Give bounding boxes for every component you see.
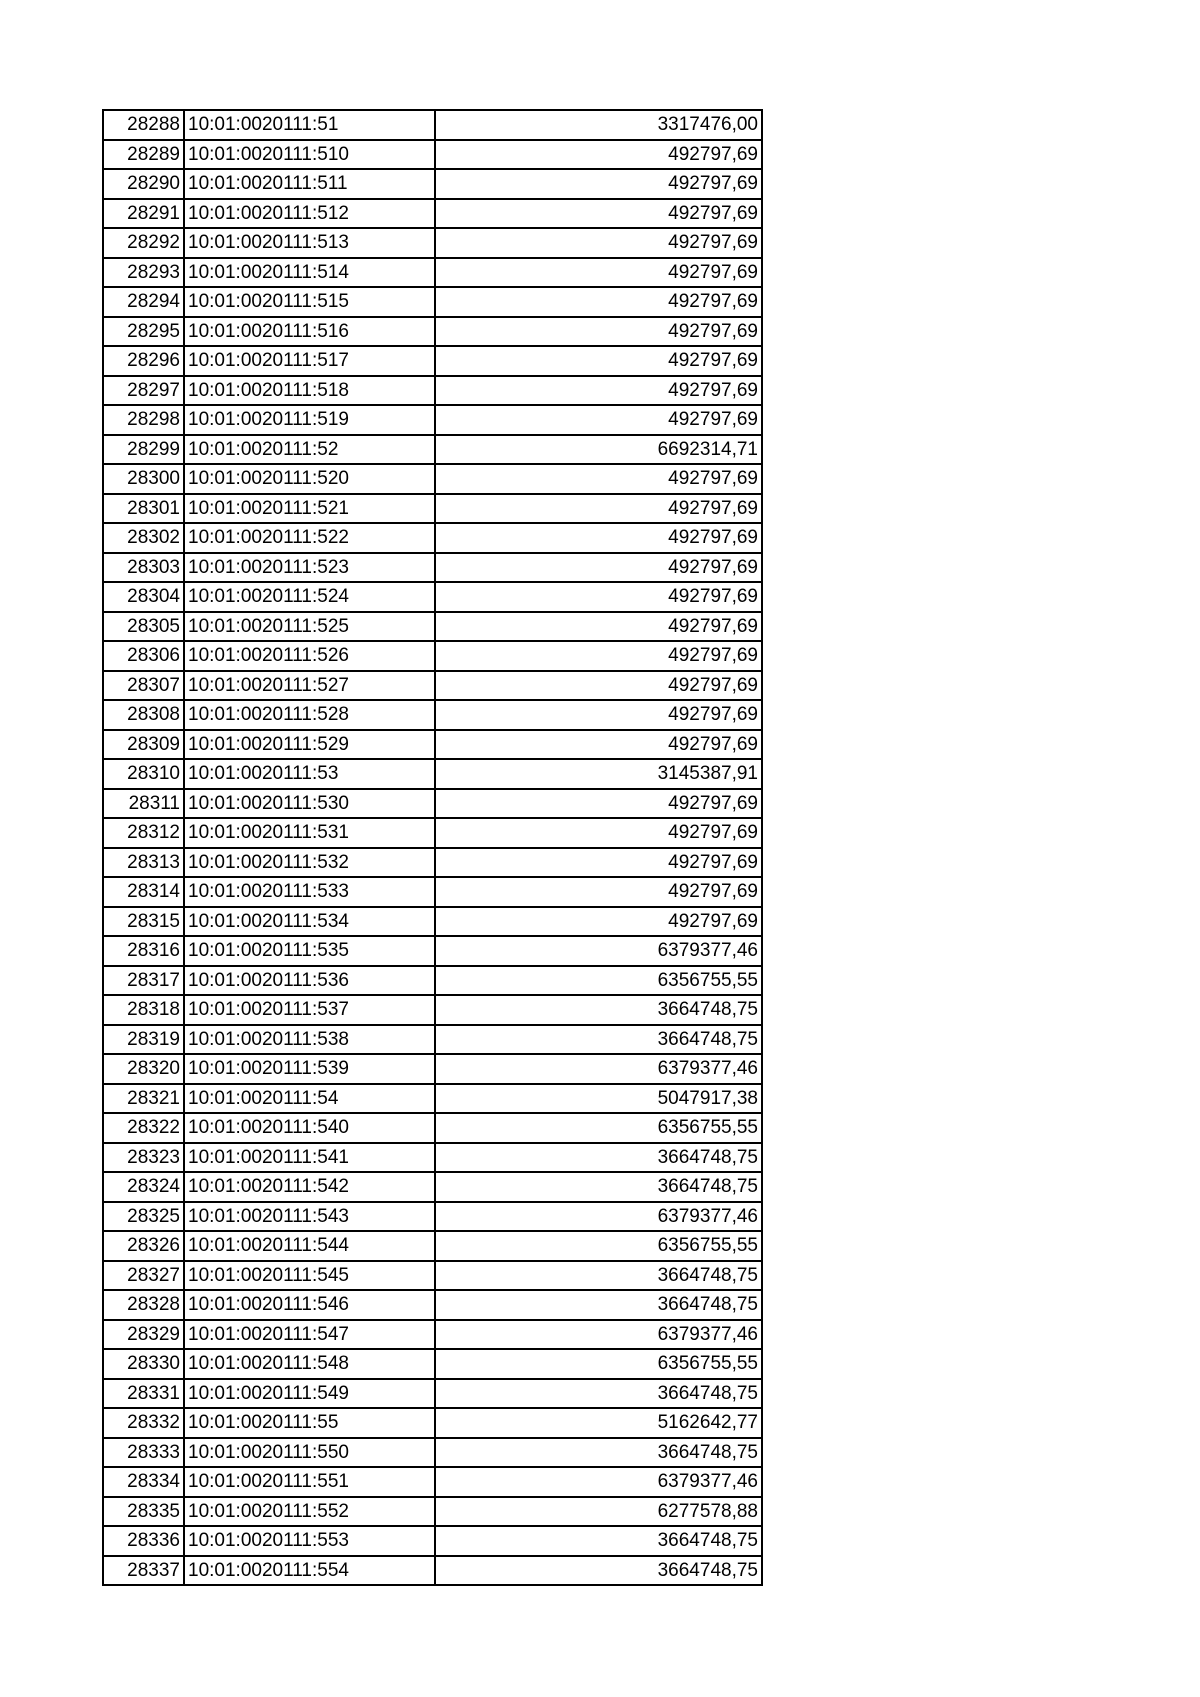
row-number-cell: 28336 xyxy=(103,1526,184,1556)
value-cell: 492797,69 xyxy=(435,553,762,583)
table-row xyxy=(103,700,762,730)
row-number-cell: 28310 xyxy=(103,759,184,789)
value-cell: 3664748,75 xyxy=(435,1438,762,1468)
value-cell: 492797,69 xyxy=(435,848,762,878)
value-cell: 492797,69 xyxy=(435,641,762,671)
value-cell: 6356755,55 xyxy=(435,966,762,996)
table-row xyxy=(103,641,762,671)
row-number-cell: 28308 xyxy=(103,700,184,730)
table-row xyxy=(103,1084,762,1114)
table-row xyxy=(103,1438,762,1468)
value-cell: 6356755,55 xyxy=(435,1231,762,1261)
row-number-cell: 28295 xyxy=(103,317,184,347)
row-number-cell: 28289 xyxy=(103,140,184,170)
table-row xyxy=(103,995,762,1025)
table-body xyxy=(103,110,762,1585)
table-row xyxy=(103,1408,762,1438)
cadastral-number-cell: 10:01:0020111:548 xyxy=(184,1349,435,1379)
table-row xyxy=(103,1556,762,1586)
value-cell: 492797,69 xyxy=(435,405,762,435)
value-cell: 492797,69 xyxy=(435,464,762,494)
row-number-cell: 28321 xyxy=(103,1084,184,1114)
cadastral-number-cell: 10:01:0020111:527 xyxy=(184,671,435,701)
cadastral-number-cell: 10:01:0020111:546 xyxy=(184,1290,435,1320)
cadastral-number-cell: 10:01:0020111:549 xyxy=(184,1379,435,1409)
row-number-cell: 28329 xyxy=(103,1320,184,1350)
table-row xyxy=(103,169,762,199)
row-number-cell: 28317 xyxy=(103,966,184,996)
table-row xyxy=(103,258,762,288)
table-row xyxy=(103,199,762,229)
value-cell: 492797,69 xyxy=(435,258,762,288)
value-cell: 492797,69 xyxy=(435,376,762,406)
cadastral-number-cell: 10:01:0020111:534 xyxy=(184,907,435,937)
value-cell: 492797,69 xyxy=(435,730,762,760)
table-row xyxy=(103,1202,762,1232)
table-row xyxy=(103,1290,762,1320)
cadastral-number-cell: 10:01:0020111:519 xyxy=(184,405,435,435)
cadastral-number-cell: 10:01:0020111:55 xyxy=(184,1408,435,1438)
table-row xyxy=(103,877,762,907)
table-row xyxy=(103,582,762,612)
value-cell: 6379377,46 xyxy=(435,1320,762,1350)
value-cell: 5047917,38 xyxy=(435,1084,762,1114)
cadastral-number-cell: 10:01:0020111:550 xyxy=(184,1438,435,1468)
table-row xyxy=(103,228,762,258)
cadastral-number-cell: 10:01:0020111:529 xyxy=(184,730,435,760)
value-cell: 492797,69 xyxy=(435,169,762,199)
table-row xyxy=(103,523,762,553)
table-row xyxy=(103,405,762,435)
table-row xyxy=(103,966,762,996)
cadastral-number-cell: 10:01:0020111:522 xyxy=(184,523,435,553)
cadastral-number-cell: 10:01:0020111:525 xyxy=(184,612,435,642)
value-cell: 492797,69 xyxy=(435,907,762,937)
row-number-cell: 28290 xyxy=(103,169,184,199)
table-row xyxy=(103,1025,762,1055)
cadastral-number-cell: 10:01:0020111:513 xyxy=(184,228,435,258)
row-number-cell: 28302 xyxy=(103,523,184,553)
cadastral-number-cell: 10:01:0020111:535 xyxy=(184,936,435,966)
row-number-cell: 28324 xyxy=(103,1172,184,1202)
value-cell: 3664748,75 xyxy=(435,995,762,1025)
cadastral-number-cell: 10:01:0020111:518 xyxy=(184,376,435,406)
row-number-cell: 28331 xyxy=(103,1379,184,1409)
value-cell: 492797,69 xyxy=(435,494,762,524)
table-row xyxy=(103,1497,762,1527)
cadastral-number-cell: 10:01:0020111:524 xyxy=(184,582,435,612)
row-number-cell: 28315 xyxy=(103,907,184,937)
table-row xyxy=(103,671,762,701)
table-row xyxy=(103,789,762,819)
cadastral-number-cell: 10:01:0020111:553 xyxy=(184,1526,435,1556)
row-number-cell: 28319 xyxy=(103,1025,184,1055)
value-cell: 3145387,91 xyxy=(435,759,762,789)
row-number-cell: 28300 xyxy=(103,464,184,494)
row-number-cell: 28335 xyxy=(103,1497,184,1527)
table-row xyxy=(103,1054,762,1084)
table-row xyxy=(103,818,762,848)
table-row xyxy=(103,848,762,878)
value-cell: 492797,69 xyxy=(435,317,762,347)
value-cell: 3664748,75 xyxy=(435,1556,762,1586)
cadastral-number-cell: 10:01:0020111:539 xyxy=(184,1054,435,1084)
row-number-cell: 28332 xyxy=(103,1408,184,1438)
value-cell: 492797,69 xyxy=(435,346,762,376)
table-row xyxy=(103,1349,762,1379)
value-cell: 6356755,55 xyxy=(435,1349,762,1379)
row-number-cell: 28305 xyxy=(103,612,184,642)
table-row xyxy=(103,730,762,760)
cadastral-number-cell: 10:01:0020111:530 xyxy=(184,789,435,819)
row-number-cell: 28303 xyxy=(103,553,184,583)
value-cell: 492797,69 xyxy=(435,612,762,642)
cadastral-number-cell: 10:01:0020111:543 xyxy=(184,1202,435,1232)
row-number-cell: 28306 xyxy=(103,641,184,671)
value-cell: 492797,69 xyxy=(435,140,762,170)
value-cell: 6356755,55 xyxy=(435,1113,762,1143)
cadastral-number-cell: 10:01:0020111:517 xyxy=(184,346,435,376)
table-row xyxy=(103,494,762,524)
cadastral-number-cell: 10:01:0020111:520 xyxy=(184,464,435,494)
row-number-cell: 28313 xyxy=(103,848,184,878)
value-cell: 3664748,75 xyxy=(435,1526,762,1556)
cadastral-number-cell: 10:01:0020111:536 xyxy=(184,966,435,996)
row-number-cell: 28288 xyxy=(103,110,184,140)
row-number-cell: 28311 xyxy=(103,789,184,819)
row-number-cell: 28291 xyxy=(103,199,184,229)
table-row xyxy=(103,1467,762,1497)
cadastral-number-cell: 10:01:0020111:528 xyxy=(184,700,435,730)
value-cell: 6692314,71 xyxy=(435,435,762,465)
value-cell: 492797,69 xyxy=(435,818,762,848)
row-number-cell: 28334 xyxy=(103,1467,184,1497)
row-number-cell: 28312 xyxy=(103,818,184,848)
row-number-cell: 28307 xyxy=(103,671,184,701)
table-row xyxy=(103,1172,762,1202)
table-row xyxy=(103,553,762,583)
cadastral-number-cell: 10:01:0020111:545 xyxy=(184,1261,435,1291)
value-cell: 5162642,77 xyxy=(435,1408,762,1438)
value-cell: 492797,69 xyxy=(435,582,762,612)
document-sheet xyxy=(102,109,763,1586)
row-number-cell: 28333 xyxy=(103,1438,184,1468)
cadastral-number-cell: 10:01:0020111:511 xyxy=(184,169,435,199)
value-cell: 6277578,88 xyxy=(435,1497,762,1527)
value-cell: 6379377,46 xyxy=(435,1202,762,1232)
table-row xyxy=(103,140,762,170)
row-number-cell: 28325 xyxy=(103,1202,184,1232)
table-row xyxy=(103,759,762,789)
row-number-cell: 28297 xyxy=(103,376,184,406)
table-row xyxy=(103,346,762,376)
value-cell: 492797,69 xyxy=(435,789,762,819)
table-row xyxy=(103,1261,762,1291)
row-number-cell: 28328 xyxy=(103,1290,184,1320)
value-cell: 492797,69 xyxy=(435,877,762,907)
row-number-cell: 28314 xyxy=(103,877,184,907)
row-number-cell: 28309 xyxy=(103,730,184,760)
value-cell: 492797,69 xyxy=(435,523,762,553)
value-cell: 3664748,75 xyxy=(435,1261,762,1291)
value-cell: 6379377,46 xyxy=(435,1054,762,1084)
cadastral-number-cell: 10:01:0020111:521 xyxy=(184,494,435,524)
value-cell: 6379377,46 xyxy=(435,936,762,966)
value-cell: 492797,69 xyxy=(435,199,762,229)
table-row xyxy=(103,464,762,494)
row-number-cell: 28323 xyxy=(103,1143,184,1173)
value-cell: 492797,69 xyxy=(435,700,762,730)
cadastral-number-cell: 10:01:0020111:512 xyxy=(184,199,435,229)
row-number-cell: 28301 xyxy=(103,494,184,524)
value-cell: 492797,69 xyxy=(435,228,762,258)
row-number-cell: 28326 xyxy=(103,1231,184,1261)
table-row xyxy=(103,1379,762,1409)
cadastral-number-cell: 10:01:0020111:533 xyxy=(184,877,435,907)
value-cell: 3664748,75 xyxy=(435,1290,762,1320)
table-row xyxy=(103,1113,762,1143)
cadastral-number-cell: 10:01:0020111:514 xyxy=(184,258,435,288)
value-cell: 3664748,75 xyxy=(435,1379,762,1409)
table-row xyxy=(103,1143,762,1173)
row-number-cell: 28330 xyxy=(103,1349,184,1379)
row-number-cell: 28296 xyxy=(103,346,184,376)
table-row xyxy=(103,1231,762,1261)
cadastral-number-cell: 10:01:0020111:532 xyxy=(184,848,435,878)
row-number-cell: 28292 xyxy=(103,228,184,258)
cadastral-number-cell: 10:01:0020111:54 xyxy=(184,1084,435,1114)
cadastral-number-cell: 10:01:0020111:540 xyxy=(184,1113,435,1143)
value-cell: 6379377,46 xyxy=(435,1467,762,1497)
row-number-cell: 28304 xyxy=(103,582,184,612)
row-number-cell: 28322 xyxy=(103,1113,184,1143)
row-number-cell: 28316 xyxy=(103,936,184,966)
cadastral-number-cell: 10:01:0020111:547 xyxy=(184,1320,435,1350)
row-number-cell: 28320 xyxy=(103,1054,184,1084)
cadastral-number-cell: 10:01:0020111:544 xyxy=(184,1231,435,1261)
cadastral-number-cell: 10:01:0020111:51 xyxy=(184,110,435,140)
row-number-cell: 28299 xyxy=(103,435,184,465)
cadastral-number-cell: 10:01:0020111:526 xyxy=(184,641,435,671)
table-row xyxy=(103,1320,762,1350)
cadastral-number-cell: 10:01:0020111:551 xyxy=(184,1467,435,1497)
cadastral-number-cell: 10:01:0020111:516 xyxy=(184,317,435,347)
cadastral-number-cell: 10:01:0020111:510 xyxy=(184,140,435,170)
cadastral-number-cell: 10:01:0020111:541 xyxy=(184,1143,435,1173)
cadastral-number-cell: 10:01:0020111:515 xyxy=(184,287,435,317)
table-row xyxy=(103,110,762,140)
row-number-cell: 28337 xyxy=(103,1556,184,1586)
table-row xyxy=(103,435,762,465)
value-cell: 3664748,75 xyxy=(435,1172,762,1202)
cadastral-number-cell: 10:01:0020111:554 xyxy=(184,1556,435,1586)
value-cell: 3664748,75 xyxy=(435,1025,762,1055)
value-cell: 3664748,75 xyxy=(435,1143,762,1173)
row-number-cell: 28293 xyxy=(103,258,184,288)
cadastral-value-table xyxy=(102,109,763,1586)
cadastral-number-cell: 10:01:0020111:537 xyxy=(184,995,435,1025)
row-number-cell: 28298 xyxy=(103,405,184,435)
table-row xyxy=(103,1526,762,1556)
row-number-cell: 28294 xyxy=(103,287,184,317)
value-cell: 492797,69 xyxy=(435,287,762,317)
table-row xyxy=(103,287,762,317)
cadastral-number-cell: 10:01:0020111:523 xyxy=(184,553,435,583)
value-cell: 3317476,00 xyxy=(435,110,762,140)
value-cell: 492797,69 xyxy=(435,671,762,701)
table-row xyxy=(103,612,762,642)
cadastral-number-cell: 10:01:0020111:53 xyxy=(184,759,435,789)
row-number-cell: 28318 xyxy=(103,995,184,1025)
row-number-cell: 28327 xyxy=(103,1261,184,1291)
cadastral-number-cell: 10:01:0020111:538 xyxy=(184,1025,435,1055)
table-row xyxy=(103,376,762,406)
table-row xyxy=(103,907,762,937)
table-row xyxy=(103,317,762,347)
table-row xyxy=(103,936,762,966)
cadastral-number-cell: 10:01:0020111:542 xyxy=(184,1172,435,1202)
cadastral-number-cell: 10:01:0020111:531 xyxy=(184,818,435,848)
cadastral-number-cell: 10:01:0020111:552 xyxy=(184,1497,435,1527)
cadastral-number-cell: 10:01:0020111:52 xyxy=(184,435,435,465)
